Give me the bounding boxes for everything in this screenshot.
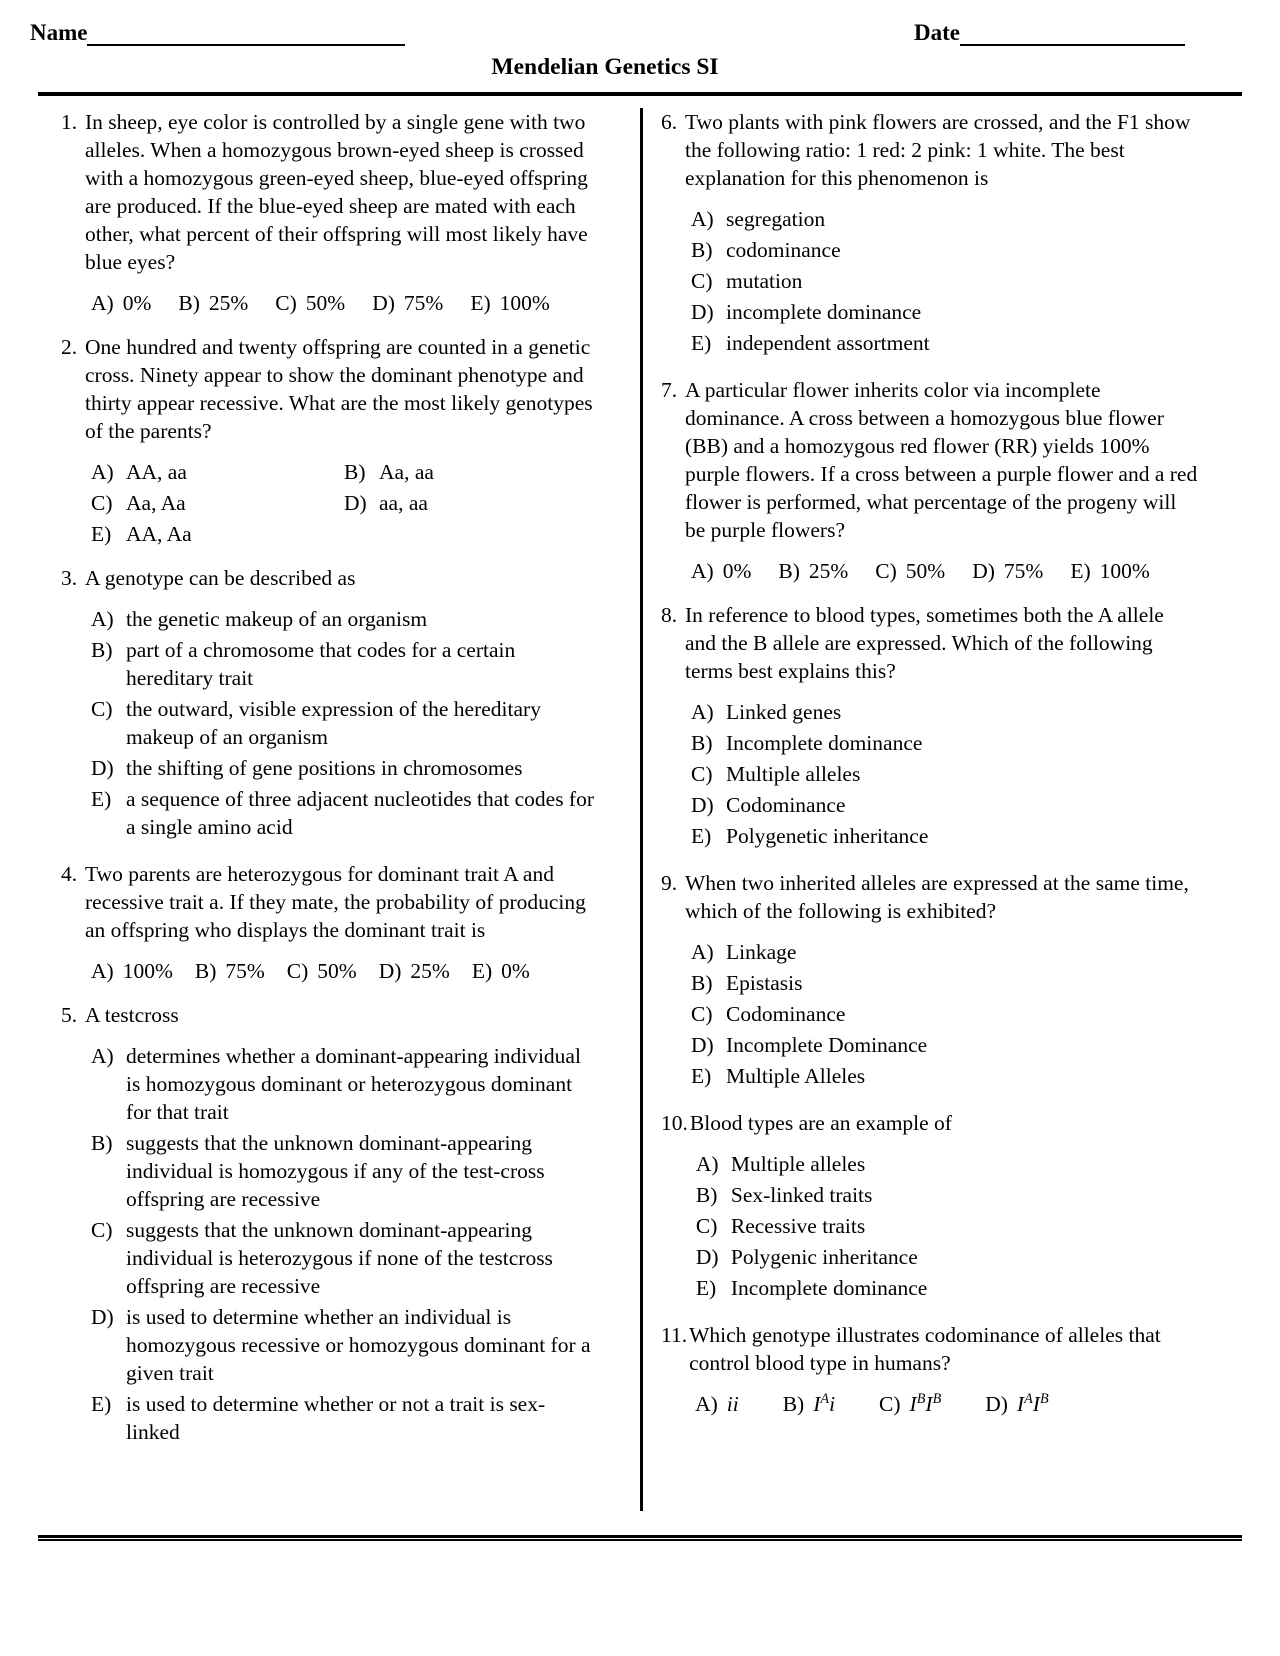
choice xyxy=(985,1390,1048,1418)
choice xyxy=(690,1274,1200,1302)
choice-label: D) xyxy=(91,756,114,780)
question-3 xyxy=(61,564,598,844)
choice-text: 100% xyxy=(499,291,550,315)
choice-label: C) xyxy=(275,291,297,315)
choice-text: is used to determine whether or not a trait is sex-linked xyxy=(126,1392,546,1444)
choice-text: segregation xyxy=(726,207,826,231)
choice-text: $I^AI^B$ xyxy=(1016,1390,1049,1416)
choices xyxy=(690,1150,1200,1302)
question-body xyxy=(685,376,1200,585)
column-right xyxy=(643,108,1242,1521)
question-number: 10. xyxy=(661,1111,688,1135)
choice-text: Epistasis xyxy=(726,971,803,995)
choice-text: Linkage xyxy=(726,940,797,964)
choice xyxy=(372,289,443,317)
choice-label: B) xyxy=(778,559,800,583)
choice-text: Sex-linked traits xyxy=(730,1183,873,1207)
choice xyxy=(695,1390,739,1418)
choice xyxy=(690,1181,1200,1209)
choice-label: D) xyxy=(695,1245,719,1269)
choice xyxy=(379,957,450,985)
choice xyxy=(685,205,1200,233)
question-body xyxy=(689,1321,1200,1418)
question-text: Which genotype illustrates codominance of alleles that control blood type in humans? xyxy=(689,1323,1161,1375)
choice-label: B) xyxy=(91,1131,113,1155)
question-body xyxy=(690,1109,1200,1305)
choice-text: Aa, Aa xyxy=(126,491,186,515)
choices xyxy=(685,698,1200,850)
choice-label: B) xyxy=(344,460,366,484)
choice xyxy=(685,969,1200,997)
choice-label: B) xyxy=(178,291,200,315)
question-body xyxy=(685,601,1200,853)
choice xyxy=(338,458,598,486)
choice-label: D) xyxy=(691,300,714,324)
question-number: 11. xyxy=(661,1323,688,1347)
choice-text: the shifting of gene positions in chromosomes xyxy=(126,756,523,780)
choice-label: B) xyxy=(691,238,713,262)
choice-text: $I^Ai$ xyxy=(813,1390,836,1416)
choice xyxy=(1070,557,1149,585)
choice xyxy=(690,1150,1200,1178)
choice-text: Polygenic inheritance xyxy=(730,1245,918,1269)
choice-text: Linked genes xyxy=(726,700,842,724)
choice-label: C) xyxy=(286,959,309,983)
choice xyxy=(685,1062,1200,1090)
choice xyxy=(338,489,598,517)
choice xyxy=(685,267,1200,295)
choice-label: A) xyxy=(695,1392,718,1416)
question-9 xyxy=(661,869,1200,1093)
choice-text: 50% xyxy=(905,559,946,583)
choice-label: A) xyxy=(691,700,714,724)
choice-label: C) xyxy=(691,1002,713,1026)
choice xyxy=(85,1129,598,1213)
choice xyxy=(85,785,598,841)
choice-label: E) xyxy=(691,824,712,848)
choice-text: 25% xyxy=(208,291,249,315)
choice-text: 75% xyxy=(1003,559,1044,583)
choice xyxy=(685,822,1200,850)
question-text: Two parents are heterozygous for dominant trait A and recessive trait a. If they mate, the probability of producing an offspring who displays the dominant trait is xyxy=(85,862,586,942)
choice xyxy=(85,1303,598,1387)
choice-text: Codominance xyxy=(726,1002,846,1026)
question-text: A genotype can be described as xyxy=(85,566,356,590)
choice xyxy=(195,957,265,985)
choice-text: a sequence of three adjacent nucleotides that codes for a single amino acid xyxy=(126,787,595,839)
choice-label: D) xyxy=(691,793,714,817)
choices xyxy=(685,938,1200,1090)
choice-label: D) xyxy=(985,1392,1008,1416)
question-number: 4. xyxy=(61,862,78,886)
choice-text: Polygenetic inheritance xyxy=(726,824,929,848)
question-body xyxy=(85,333,598,548)
choice xyxy=(691,557,751,585)
choice-label: C) xyxy=(91,491,113,515)
choice xyxy=(972,557,1043,585)
choice-text: codominance xyxy=(726,238,841,262)
choice-text: is used to determine whether an individual is homozygous recessive or homozygous dominant for a given trait xyxy=(126,1305,591,1385)
choice-label: E) xyxy=(691,331,712,355)
choice xyxy=(685,329,1200,357)
choice-text: suggests that the unknown dominant-appearing individual is heterozygous if none of the testcross offspring are recessive xyxy=(126,1218,553,1298)
choice-label: C) xyxy=(91,697,113,721)
choice-label: D) xyxy=(972,559,995,583)
choice xyxy=(685,938,1200,966)
choice-text: part of a chromosome that codes for a certain hereditary trait xyxy=(126,638,516,690)
question-4 xyxy=(61,860,598,985)
question-number: 5. xyxy=(61,1003,78,1027)
header xyxy=(0,20,1280,46)
choice-label: A) xyxy=(91,959,114,983)
choice-text: ii xyxy=(726,1392,739,1416)
choice-text: 50% xyxy=(305,291,346,315)
question-2 xyxy=(61,333,598,548)
choice-text: 0% xyxy=(501,959,530,983)
choice-label: C) xyxy=(695,1214,718,1238)
choice xyxy=(91,957,173,985)
question-8 xyxy=(661,601,1200,853)
choice xyxy=(685,1031,1200,1059)
date-blank-line xyxy=(960,22,1185,46)
question-body xyxy=(685,869,1200,1093)
choice xyxy=(685,236,1200,264)
choice xyxy=(85,1390,598,1446)
choices xyxy=(85,289,598,317)
choice-label: A) xyxy=(91,1044,114,1068)
choice-label: C) xyxy=(91,1218,113,1242)
choice-label: A) xyxy=(691,207,714,231)
choice xyxy=(685,729,1200,757)
question-text: One hundred and twenty offspring are counted in a genetic cross. Ninety appear to show the dominant phenotype and thirty appear recessive. What are the most likely genotypes of the parents? xyxy=(85,335,593,443)
choice xyxy=(685,298,1200,326)
choice-label: A) xyxy=(695,1152,719,1176)
question-text: A testcross xyxy=(85,1003,179,1027)
choice-label: B) xyxy=(695,1183,718,1207)
choice-label: B) xyxy=(691,971,713,995)
question-11 xyxy=(661,1321,1200,1418)
question-6 xyxy=(661,108,1200,360)
choice-label: B) xyxy=(194,959,217,983)
choice xyxy=(685,698,1200,726)
choice-label: E) xyxy=(470,291,491,315)
choice-text: 25% xyxy=(808,559,849,583)
choices xyxy=(685,205,1200,357)
name-field xyxy=(30,20,405,46)
question-number: 8. xyxy=(661,603,678,627)
choice xyxy=(685,791,1200,819)
bottom-rule xyxy=(38,1535,1242,1541)
choice-text: incomplete dominance xyxy=(726,300,922,324)
choice-text: Codominance xyxy=(726,793,846,817)
question-body xyxy=(85,860,598,985)
question-5 xyxy=(61,1001,598,1449)
choice-label: C) xyxy=(691,269,713,293)
question-text: Two plants with pink flowers are crossed, and the F1 show the following ratio: 1 red: 2 pink: 1 white. The best explanation for this phenomenon is xyxy=(685,110,1191,190)
choice-text: 75% xyxy=(225,959,265,983)
choice xyxy=(85,754,598,782)
choice-label: D) xyxy=(372,291,395,315)
choice-text: independent assortment xyxy=(726,331,930,355)
question-number: 6. xyxy=(661,110,678,134)
choice-label: A) xyxy=(691,940,714,964)
question-text: In sheep, eye color is controlled by a single gene with two alleles. When a homozygous brown-eyed sheep is crossed with a homozygous green-eyed sheep, blue-eyed offspring are produced. If the blue-eyed sheep are mated with each other, what percent of their offspring will most likely have blue eyes? xyxy=(85,110,588,274)
date-label: Date xyxy=(914,20,960,45)
choice-text: the outward, visible expression of the hereditary makeup of an organism xyxy=(126,697,541,749)
choice xyxy=(85,1042,598,1126)
date-field xyxy=(914,20,1185,46)
choice-text: Incomplete dominance xyxy=(726,731,923,755)
choice-text: AA, aa xyxy=(126,460,187,484)
question-number: 1. xyxy=(61,110,78,134)
choice-text: 75% xyxy=(403,291,444,315)
choice-label: E) xyxy=(1070,559,1091,583)
choice xyxy=(690,1243,1200,1271)
choice xyxy=(685,1000,1200,1028)
choices xyxy=(689,1390,1200,1418)
name-blank-line xyxy=(87,22,405,46)
choice xyxy=(178,289,248,317)
choice xyxy=(85,520,338,548)
choice xyxy=(875,557,945,585)
choice-label: C) xyxy=(691,762,713,786)
choice xyxy=(879,1390,941,1418)
question-10 xyxy=(661,1109,1200,1305)
choice xyxy=(778,557,848,585)
column-left xyxy=(38,108,640,1521)
choice-label: C) xyxy=(875,559,897,583)
choice-text: aa, aa xyxy=(379,491,428,515)
choice-label: A) xyxy=(91,291,114,315)
choice xyxy=(85,458,338,486)
choice-label: A) xyxy=(691,559,714,583)
question-number: 2. xyxy=(61,335,78,359)
choice-text: Recessive traits xyxy=(730,1214,866,1238)
choice-text: 50% xyxy=(317,959,357,983)
choice-text: $I^BI^B$ xyxy=(909,1390,942,1416)
choice-text: Multiple alleles xyxy=(730,1152,866,1176)
choice-label: C) xyxy=(879,1392,901,1416)
question-number: 9. xyxy=(661,871,678,895)
choice-label: D) xyxy=(344,491,367,515)
choice-text: Incomplete Dominance xyxy=(726,1033,928,1057)
choice-label: A) xyxy=(91,460,114,484)
choice-label: E) xyxy=(91,522,112,546)
choices xyxy=(85,605,598,841)
choice-label: D) xyxy=(378,959,402,983)
choice-text: 0% xyxy=(722,559,752,583)
choice xyxy=(690,1212,1200,1240)
choices xyxy=(85,957,598,985)
choice xyxy=(85,489,338,517)
choice-text: Multiple Alleles xyxy=(726,1064,866,1088)
question-1 xyxy=(61,108,598,317)
choice-text: mutation xyxy=(726,269,803,293)
choice-label: E) xyxy=(695,1276,717,1300)
choice-text: 100% xyxy=(1099,559,1150,583)
choices xyxy=(85,1042,598,1446)
choice-label: D) xyxy=(691,1033,714,1057)
choice xyxy=(783,1390,835,1418)
choice xyxy=(275,289,345,317)
choice-text: Multiple alleles xyxy=(726,762,861,786)
choice-text: determines whether a dominant-appearing individual is homozygous dominant or heterozygous dominant for that trait xyxy=(126,1044,581,1124)
choice-text: Aa, aa xyxy=(379,460,434,484)
question-text: In reference to blood types, sometimes both the A allele and the B allele are expressed. Which of the following terms best explains this? xyxy=(685,603,1164,683)
choice xyxy=(287,957,357,985)
choice-text: 25% xyxy=(410,959,450,983)
choice-text: AA, Aa xyxy=(126,522,192,546)
choice xyxy=(91,289,151,317)
choice-text: suggests that the unknown dominant-appearing individual is homozygous if any of the test-cross offspring are recessive xyxy=(126,1131,545,1211)
question-body xyxy=(85,108,598,317)
choice-label: E) xyxy=(91,1392,112,1416)
question-columns xyxy=(38,96,1242,1521)
choice-text: 0% xyxy=(122,291,152,315)
choices xyxy=(685,557,1200,585)
choice-label: D) xyxy=(91,1305,114,1329)
page-title: Mendelian Genetics SI xyxy=(491,54,719,80)
choice-label: E) xyxy=(691,1064,712,1088)
question-body xyxy=(85,564,598,844)
choice-text: Incomplete dominance xyxy=(730,1276,928,1300)
choice xyxy=(470,289,549,317)
choice-label: B) xyxy=(91,638,113,662)
question-7 xyxy=(661,376,1200,585)
choice-text: 100% xyxy=(122,959,173,983)
choice-label: B) xyxy=(691,731,713,755)
question-text: A particular flower inherits color via incomplete dominance. A cross between a homozygous blue flower (BB) and a homozygous red flower (RR) yields 100% purple flowers. If a cross between a purple flower and a red flower is performed, what percentage of the progeny will be purple flowers? xyxy=(685,378,1198,542)
choice-label: B) xyxy=(782,1392,805,1416)
question-text: When two inherited alleles are expressed at the same time, which of the following is exhibited? xyxy=(685,871,1189,923)
choice-text: the genetic makeup of an organism xyxy=(126,607,428,631)
choice-label: E) xyxy=(471,959,493,983)
question-body xyxy=(85,1001,598,1449)
question-number: 7. xyxy=(661,378,678,402)
choices xyxy=(85,458,598,548)
choice-label: E) xyxy=(91,787,112,811)
name-label: Name xyxy=(30,20,88,45)
choice xyxy=(85,1216,598,1300)
choice-label: A) xyxy=(91,607,114,631)
choice xyxy=(85,695,598,751)
choice xyxy=(472,957,530,985)
choice xyxy=(85,636,598,692)
question-body xyxy=(685,108,1200,360)
question-number: 3. xyxy=(61,566,78,590)
choice xyxy=(685,760,1200,788)
choice xyxy=(85,605,598,633)
question-text: Blood types are an example of xyxy=(689,1111,952,1135)
